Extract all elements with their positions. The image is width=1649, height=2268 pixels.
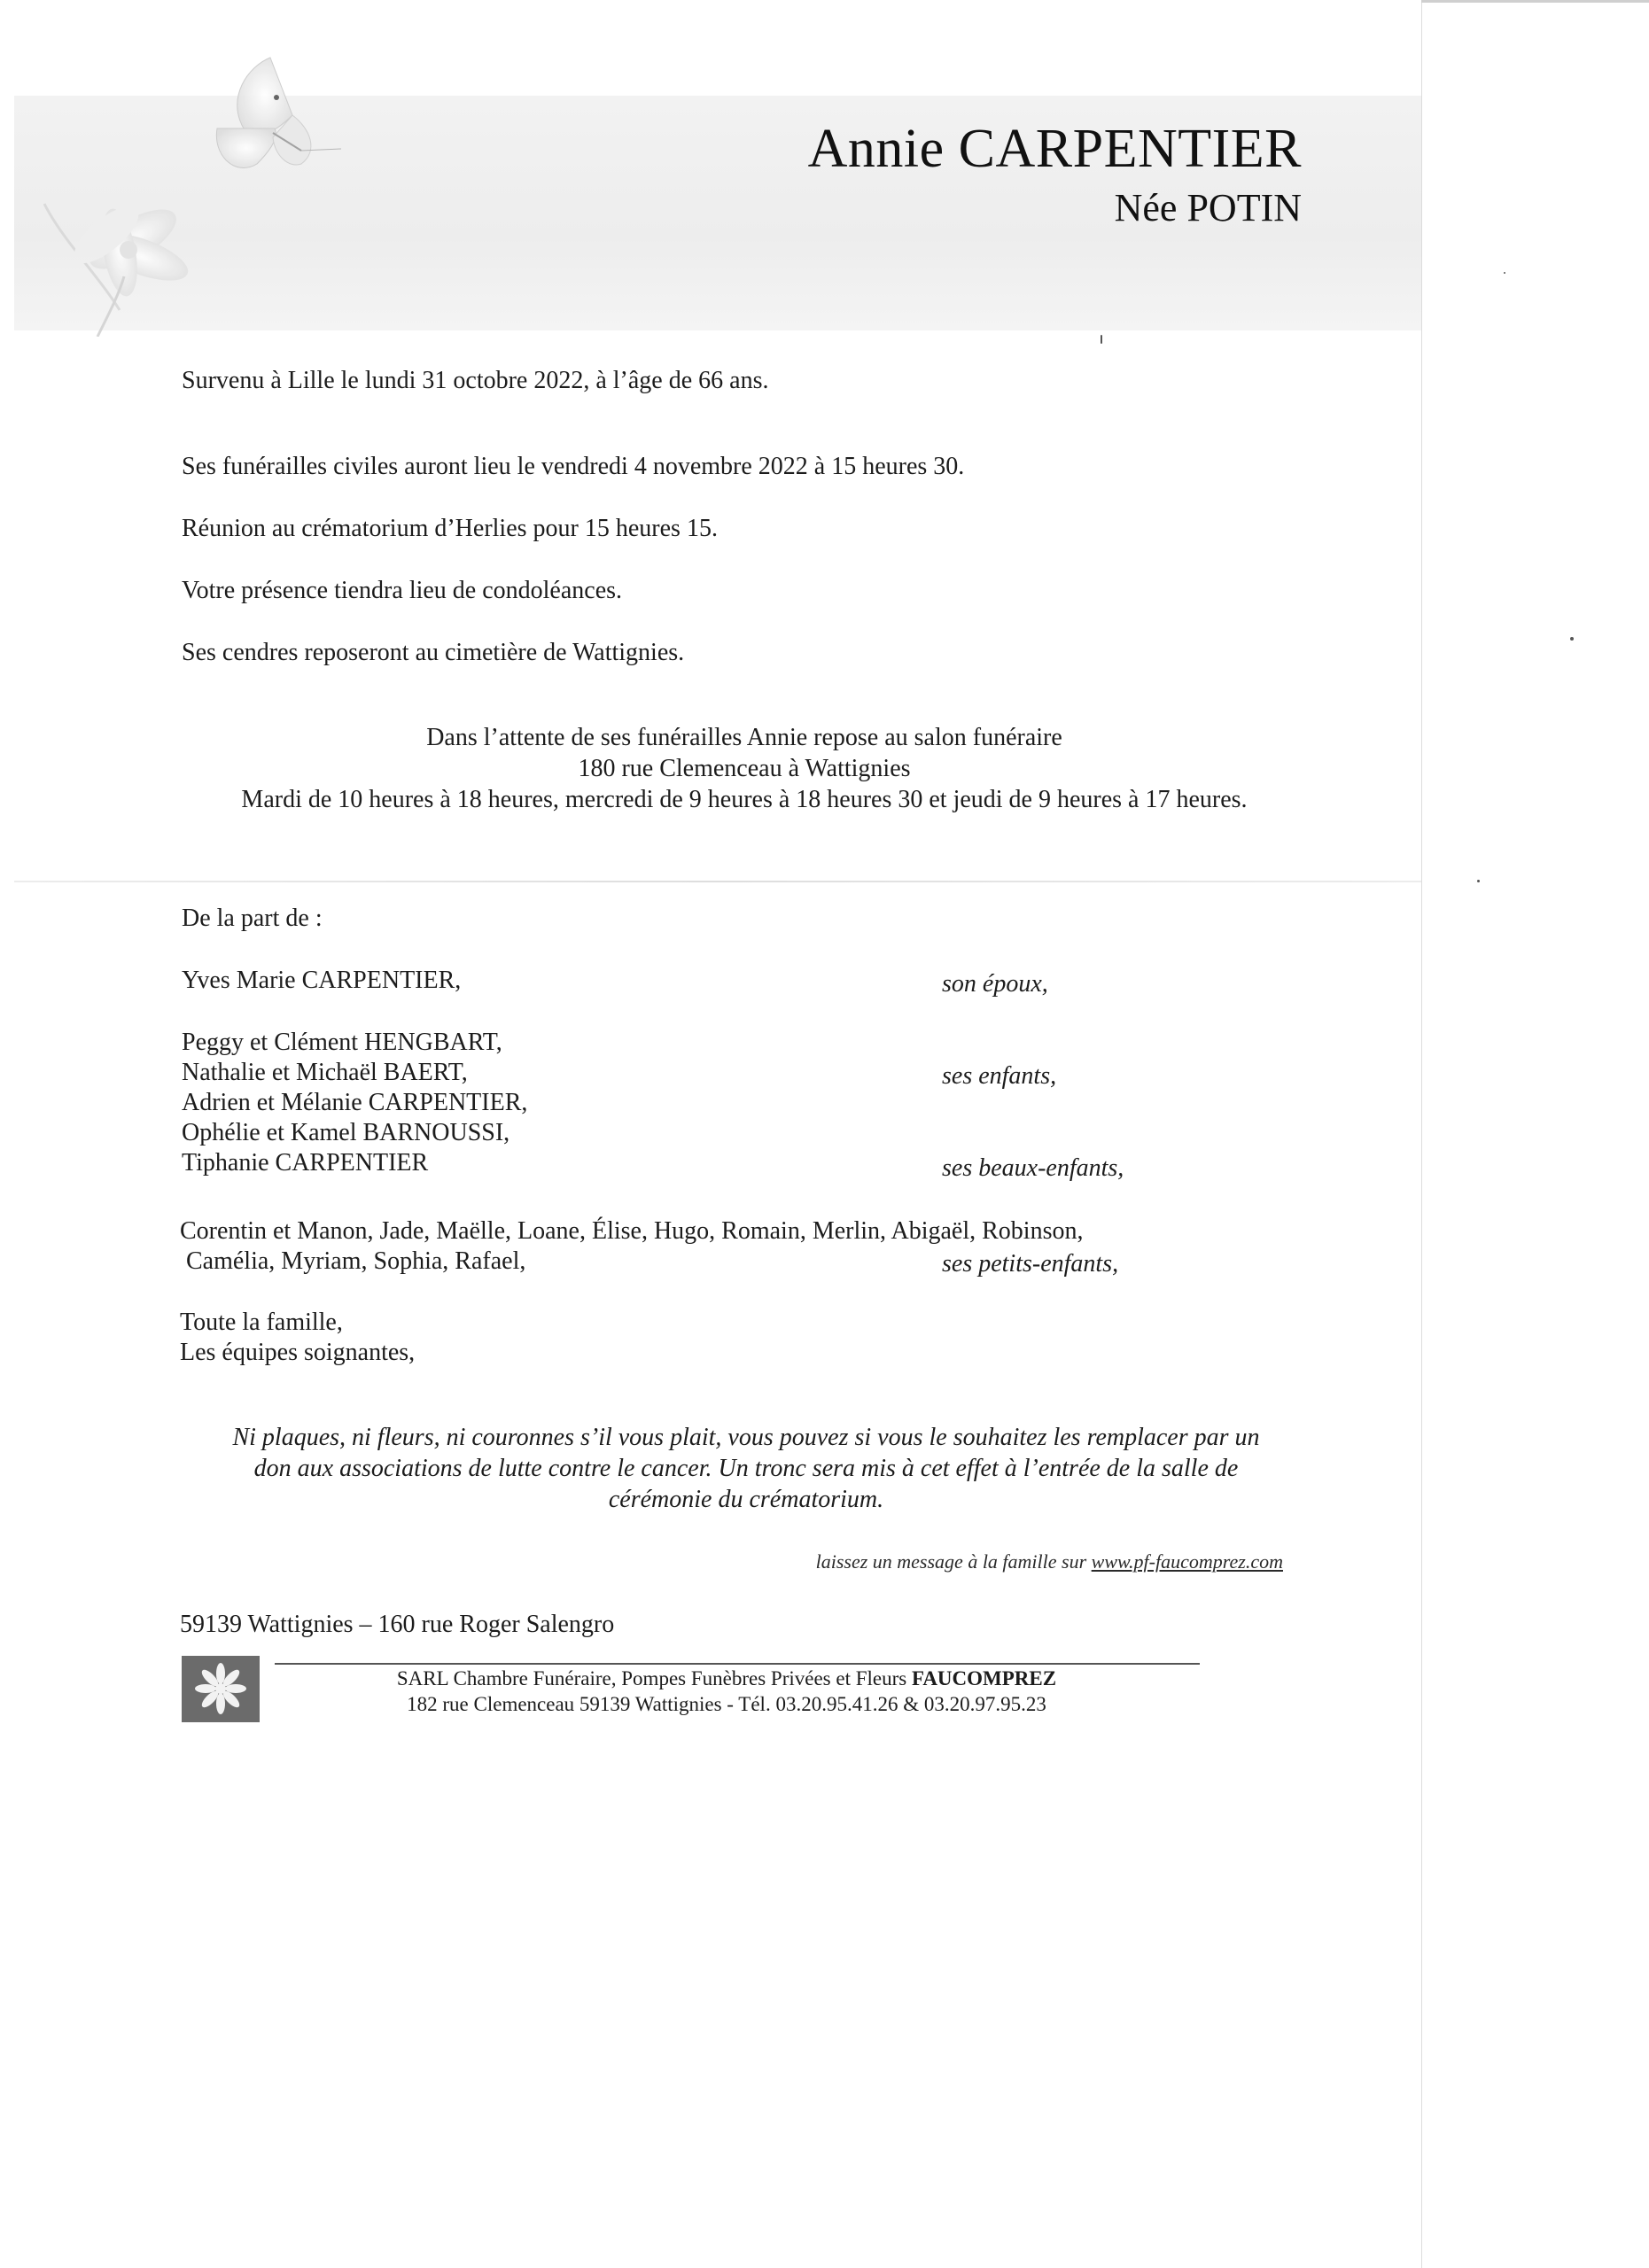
message-prefix: laissez un message à la famille sur	[815, 1550, 1092, 1573]
visitation-hours: Mardi de 10 heures à 18 heures, mercredi de 9 heures à 18 heures 30 et jeudi de 9 heures à 17 heures.	[241, 786, 1248, 813]
funeral-home-footer	[337, 1666, 1116, 1717]
maiden-name: Née POTIN	[1114, 186, 1302, 229]
section-divider	[14, 881, 1421, 882]
message-invite	[816, 1550, 1283, 1573]
child-name: Peggy et Clément HENGBART,	[182, 1029, 502, 1056]
grandchildren-line: Camélia, Myriam, Sophia, Rafael,	[186, 1247, 526, 1275]
family-line: Toute la famille,	[180, 1309, 343, 1336]
gathering-line: Réunion au crématorium d’Herlies pour 15 heures 15.	[182, 515, 718, 542]
visitation-address: 180 rue Clemenceau à Wattignies	[578, 755, 911, 782]
spouse-relation: son époux,	[942, 970, 1048, 998]
funeral-home-name: SARL Chambre Funéraire, Pompes Funèbres Privées et Fleurs	[396, 1667, 912, 1689]
butterfly-and-flower-icon	[35, 44, 390, 337]
grandchildren-line: Corentin et Manon, Jade, Maëlle, Loane, Élise, Hugo, Romain, Merlin, Abigaël, Robinson,	[180, 1217, 1084, 1245]
deceased-name: Annie CARPENTIER	[807, 119, 1302, 179]
grandchildren-relation: ses petits-enfants,	[942, 1250, 1119, 1278]
family-intro: De la part de :	[182, 905, 323, 932]
scan-speck	[1477, 880, 1480, 882]
scan-edge-line	[1421, 0, 1649, 3]
request-line: cérémonie du crématorium.	[608, 1486, 884, 1513]
scan-edge	[1421, 0, 1649, 2268]
website-link[interactable]: www.pf-faucomprez.com	[1091, 1550, 1283, 1573]
children-relation: ses enfants,	[942, 1062, 1057, 1090]
ashes-line: Ses cendres reposeront au cimetière de Wattignies.	[182, 639, 685, 666]
child-name: Adrien et Mélanie CARPENTIER,	[182, 1089, 528, 1116]
request-line: Ni plaques, ni fleurs, ni couronnes s’il vous plait, vous pouvez si vous le souhaitez les remplacer par un	[232, 1424, 1260, 1451]
home-address: 59139 Wattignies – 160 rue Roger Salengro	[180, 1611, 615, 1638]
funeral-home-brand: FAUCOMPREZ	[911, 1667, 1057, 1689]
child-name: Ophélie et Kamel BARNOUSSI,	[182, 1119, 510, 1146]
visitation-block	[159, 722, 1329, 815]
visitation-line: Dans l’attente de ses funérailles Annie repose au salon funéraire	[426, 724, 1062, 751]
funeral-home-contact: 182 rue Clemenceau 59139 Wattignies - Tél. 03.20.95.41.26 & 03.20.97.95.23	[407, 1693, 1046, 1715]
request-line: don aux associations de lutte contre le cancer. Un tronc sera mis à cet effet à l’entrée de la salle de	[253, 1455, 1239, 1482]
funeral-date-line: Ses funérailles civiles auront lieu le vendredi 4 novembre 2022 à 15 heures 30.	[182, 453, 965, 480]
spouse-name: Yves Marie CARPENTIER,	[182, 967, 462, 994]
donation-request	[174, 1422, 1318, 1515]
care-teams-line: Les équipes soignantes,	[180, 1339, 416, 1366]
condolences-line: Votre présence tiendra lieu de condoléances.	[182, 577, 623, 604]
flower-logo-icon	[182, 1656, 260, 1722]
scan-speck	[1504, 272, 1505, 274]
footer-rule	[275, 1663, 1200, 1665]
scan-speck	[1101, 335, 1102, 344]
announcement-line: Survenu à Lille le lundi 31 octobre 2022, à l’âge de 66 ans.	[182, 367, 769, 394]
child-name: Tiphanie CARPENTIER	[182, 1149, 429, 1177]
scan-speck	[1570, 637, 1574, 641]
child-name: Nathalie et Michaël BAERT,	[182, 1059, 468, 1086]
stepchildren-relation: ses beaux-enfants,	[942, 1154, 1124, 1182]
